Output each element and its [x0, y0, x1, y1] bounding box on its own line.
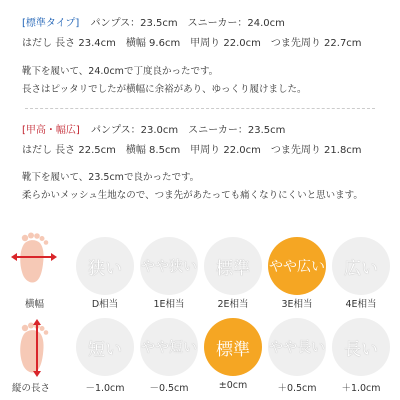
width-option-slightly-wide: やや広い [268, 237, 326, 295]
length-option-long: 長い [332, 318, 390, 376]
block2-shoe-sizes: パンプス：23.0cm スニーカー：23.5cm [91, 125, 286, 136]
width-caption-3e: 3E相当 [281, 299, 313, 310]
length-caption-minus-1: －1.0cm [85, 383, 125, 394]
foot-width-icon [10, 230, 58, 288]
width-caption-2e: 2E相当 [217, 299, 249, 310]
width-caption-4e: 4E相当 [345, 299, 377, 310]
length-caption-plus-05: ＋0.5cm [277, 383, 317, 394]
width-option-slightly-narrow: やや狭い [140, 237, 198, 295]
length-option-slightly-long: やや長い [268, 318, 326, 376]
length-option-standard: 標準 [204, 318, 262, 376]
block2-barefoot: はだし 長さ 22.5cm 横幅 8.5cm 甲周り 22.0cm つま先周り 21.8cm [22, 145, 362, 156]
length-caption-plus-1: ＋1.0cm [341, 383, 381, 394]
dashed-divider [25, 108, 375, 109]
width-option-standard: 標準 [204, 237, 262, 295]
block2-comment-2: 柔らかいメッシュ生地なので、つま先があたっても痛くなりにくいと思います。 [22, 190, 363, 201]
width-caption-1e: 1E相当 [153, 299, 185, 310]
block1-barefoot: はだし 長さ 23.4cm 横幅 9.6cm 甲周り 22.0cm つま先周り 22.7cm [22, 38, 362, 49]
block2-comment-1: 靴下を履いて、23.5cmで良かったです。 [22, 172, 200, 183]
length-option-slightly-short: やや短い [140, 318, 198, 376]
length-caption-zero: ±0cm [218, 380, 248, 391]
width-row-label: 横幅 [25, 299, 45, 310]
block2-tag: [甲高・幅広] [22, 125, 80, 136]
length-option-short: 短い [76, 318, 134, 376]
block1-specs [22, 18, 285, 30]
block1-tag: [標準タイプ] [22, 18, 80, 29]
length-caption-minus-05: －0.5cm [149, 383, 189, 394]
block1-shoe-sizes: パンプス：23.5cm スニーカー：24.0cm [90, 18, 285, 29]
width-caption-d: D相当 [91, 299, 119, 310]
block2-specs [22, 125, 285, 137]
width-option-narrow: 狭い [76, 237, 134, 295]
block1-comment-1: 靴下を履いて、24.0cmで丁度良かったです。 [22, 66, 219, 77]
block1-comment-2: 長さはピッタリでしたが横幅に余裕があり、ゆっくり履けました。 [22, 84, 307, 95]
foot-length-icon [10, 318, 58, 378]
length-row-label: 縦の長さ [12, 383, 51, 394]
width-option-wide: 広い [332, 237, 390, 295]
